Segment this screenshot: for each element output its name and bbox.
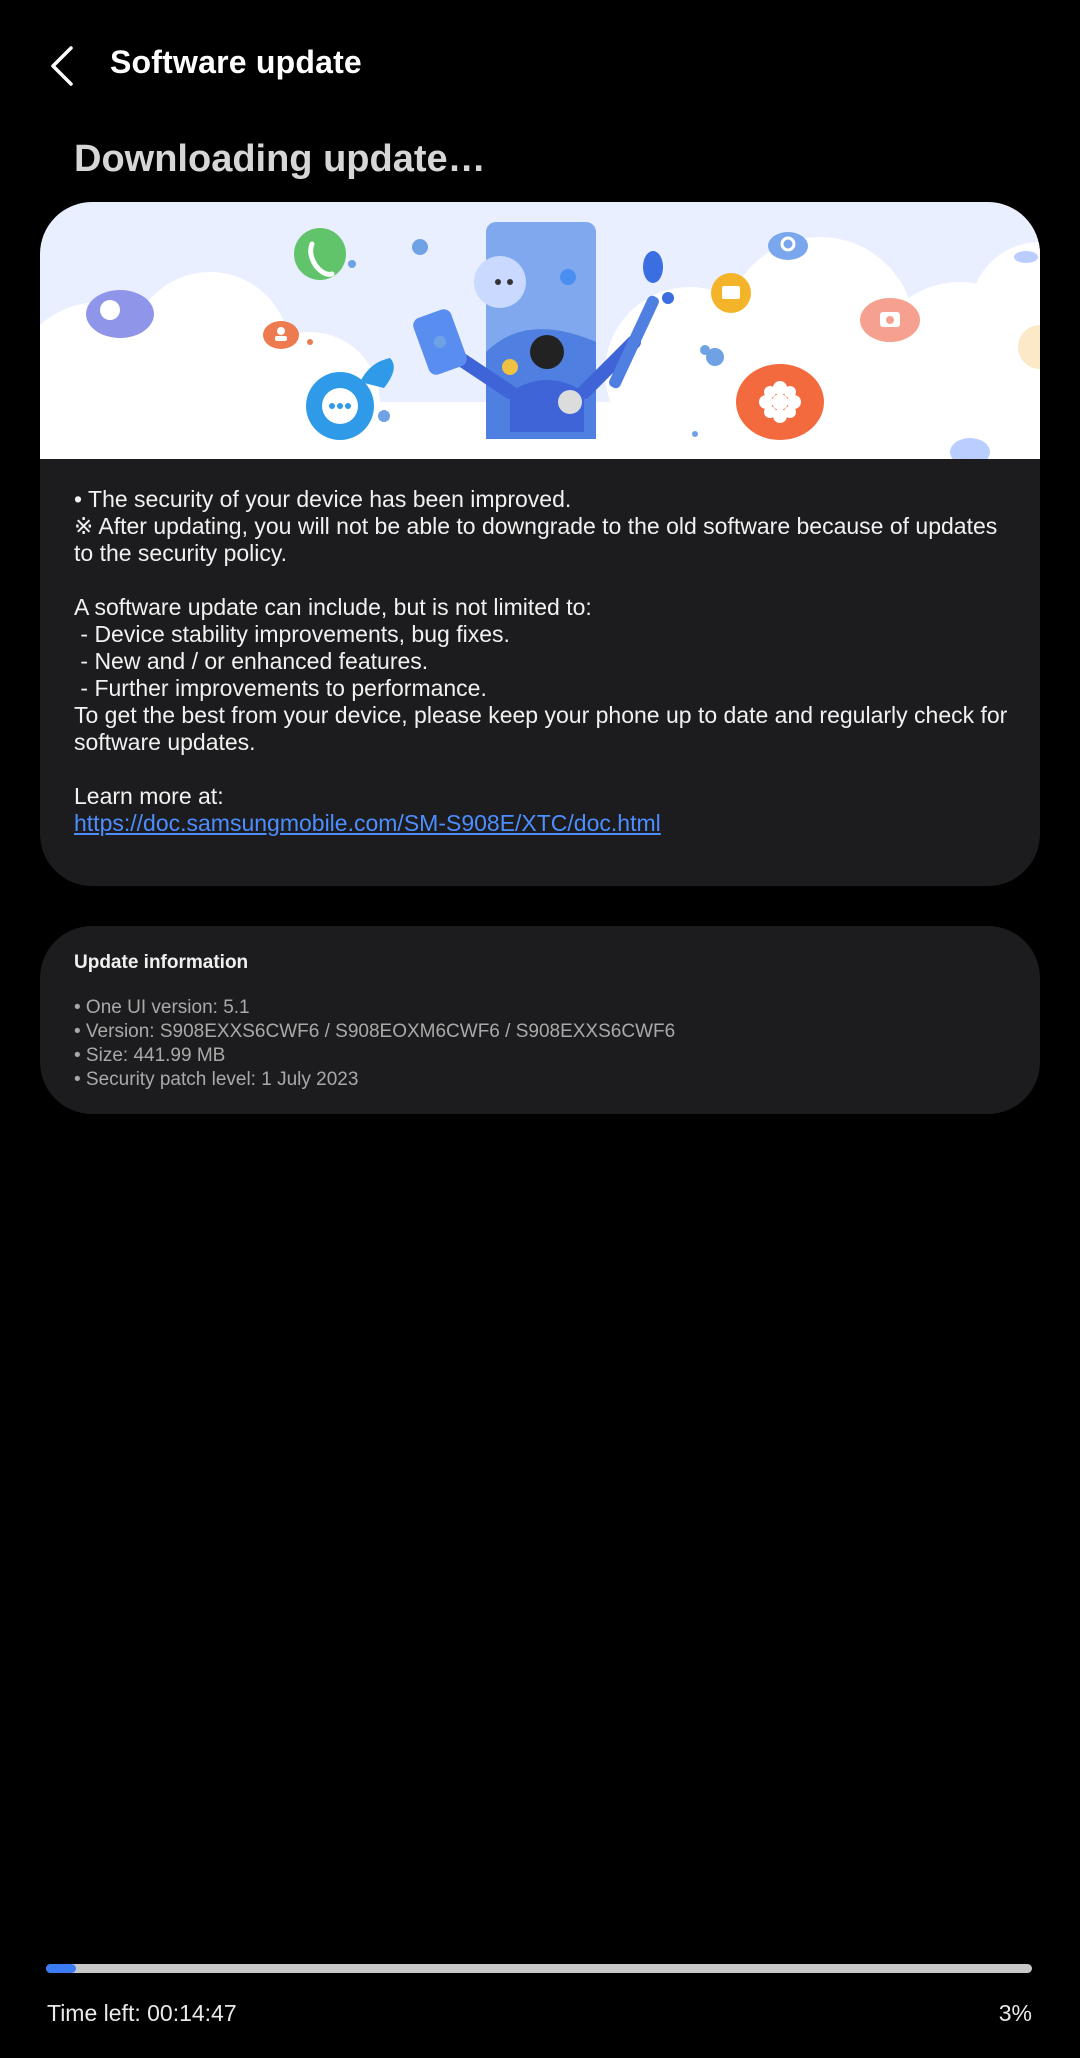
list-item: - Device stability improvements, bug fixes. (74, 621, 510, 647)
learn-more-label: Learn more at: (74, 783, 224, 809)
gear-icon (768, 232, 808, 260)
back-arrow-icon (47, 44, 77, 88)
list-item: - Further improvements to performance. (74, 675, 487, 701)
app-header (0, 0, 1080, 130)
update-information-title: Update information (74, 952, 249, 973)
folder-icon (711, 273, 751, 313)
update-information-card (40, 926, 1040, 1114)
security-note: • The security of your device has been improved. (74, 486, 572, 512)
learn-more-link[interactable]: https://doc.samsungmobile.com/SM-S908E/XTC/doc.html (74, 810, 661, 836)
version-string: • Version: S908EXXS6CWF6 / S908EOXM6CWF6 / S908EXXS6CWF6 (74, 1021, 676, 1042)
release-notes-card (40, 202, 1040, 886)
download-progress-fill (46, 1964, 76, 1973)
security-patch-level: • Security patch level: 1 July 2023 (74, 1069, 359, 1090)
release-notes-text (74, 486, 1014, 837)
time-left-label: Time left: 00:14:47 (47, 2000, 237, 2026)
planet-icon (86, 290, 154, 338)
camera-icon (860, 298, 920, 342)
download-status-heading: Downloading update… (74, 138, 486, 180)
page-title: Software update (110, 44, 362, 80)
download-progress-bar (46, 1964, 1032, 1973)
downgrade-warning: ※ After updating, you will not be able to downgrade to the old software because of updates to the security policy. (74, 513, 1004, 566)
update-information-list (74, 996, 675, 1092)
update-illustration (40, 202, 1040, 459)
update-size: • Size: 441.99 MB (74, 1045, 226, 1066)
back-button[interactable] (34, 38, 90, 94)
flower-icon (736, 364, 824, 440)
download-percent: 3% (998, 2000, 1032, 2026)
update-intro: A software update can include, but is not limited to: (74, 594, 592, 620)
contact-icon (263, 321, 299, 349)
phone-call-icon (294, 228, 346, 280)
update-advice: To get the best from your device, please keep your phone up to date and regularly check for software updates. (74, 702, 1014, 755)
list-item: - New and / or enhanced features. (74, 648, 429, 674)
one-ui-version: • One UI version: 5.1 (74, 997, 250, 1018)
